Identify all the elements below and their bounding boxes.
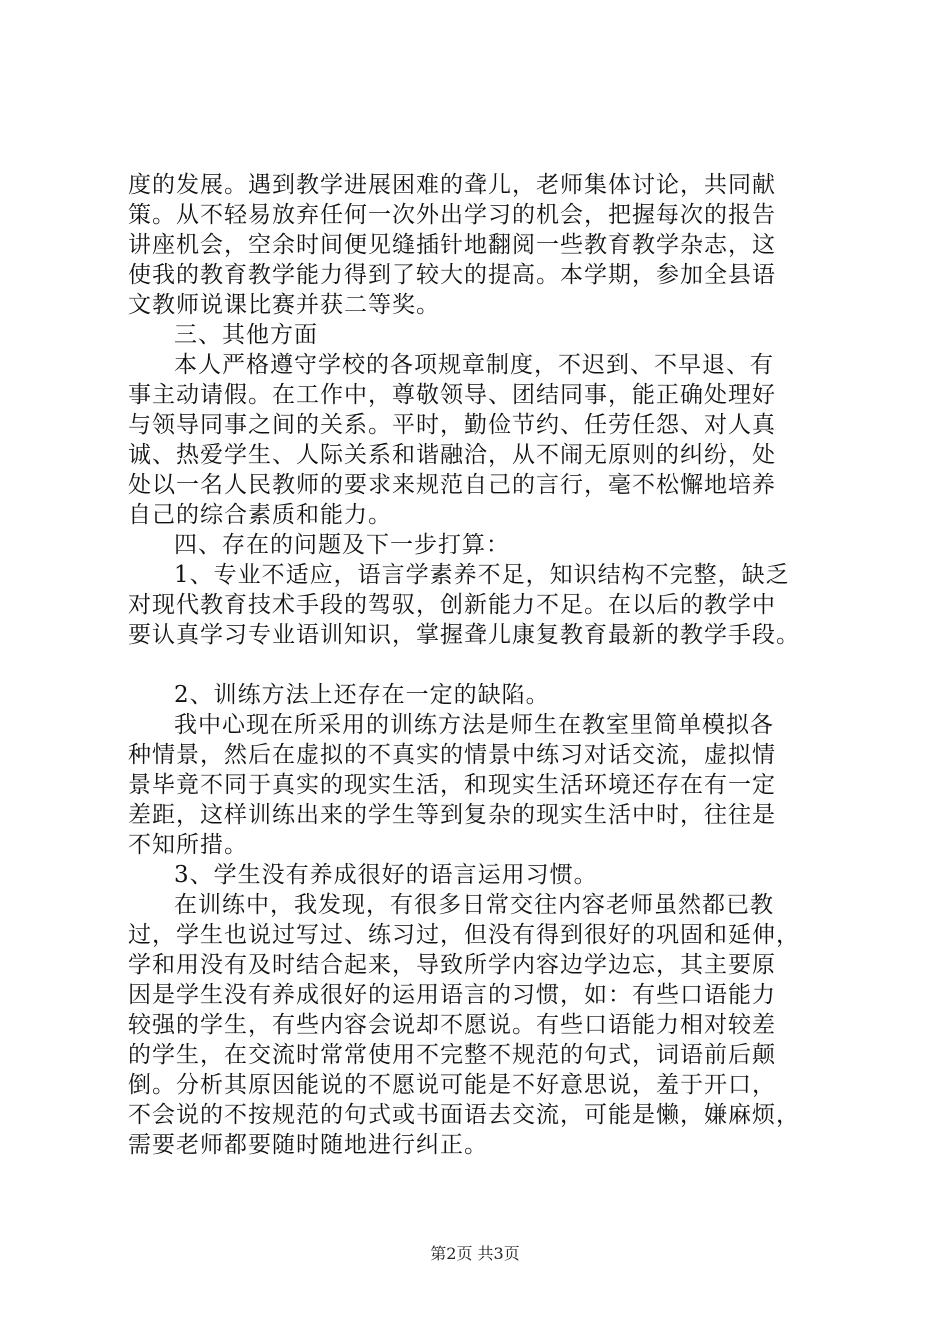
text-line: 文教师说课比赛并获二等奖。 xyxy=(128,292,440,318)
text-line: 度的发展。遇到教学进展困难的聋儿，老师集体讨论，共同献 xyxy=(128,172,776,198)
text-line: 的学生，在交流时常常使用不完整不规范的句式，词语前后颠 xyxy=(128,1042,776,1068)
text-line: 学和用没有及时结合起来，导致所学内容边学边忘，其主要原 xyxy=(128,952,776,978)
list-item-3: 3、学生没有养成很好的语言运用习惯。 xyxy=(174,862,598,888)
text-line: 较强的学生，有些内容会说却不愿说。有些口语能力相对较差 xyxy=(128,1012,776,1038)
text-line: 过，学生也说过写过、练习过，但没有得到很好的巩固和延伸， xyxy=(128,922,800,948)
page-number-footer: 第2页 共3页 xyxy=(430,1244,520,1263)
text-line: 景毕竟不同于真实的现实生活，和现实生活环境还存在有一定 xyxy=(128,772,776,798)
text-line: 讲座机会，空余时间便见缝插针地翻阅一些教育教学杂志，这 xyxy=(128,232,776,258)
text-line: 差距，这样训练出来的学生等到复杂的现实生活中时，往往是 xyxy=(128,802,776,828)
section-heading-problems: 四、存在的问题及下一步打算： xyxy=(174,532,510,558)
text-line: 自己的综合素质和能力。 xyxy=(128,502,392,528)
text-line: 需要老师都要随时随地进行纠正。 xyxy=(128,1132,488,1158)
document-body xyxy=(128,170,848,1160)
text-line: 诚、热爱学生、人际关系和谐融洽，从不闹无原则的纠纷，处 xyxy=(128,442,776,468)
text-line: 策。从不轻易放弃任何一次外出学习的机会，把握每次的报告 xyxy=(128,202,776,228)
list-item-1: 1、专业不适应，语言学素养不足，知识结构不完整，缺乏 xyxy=(174,562,790,588)
paragraph-start: 本人严格遵守学校的各项规章制度，不迟到、不早退、有 xyxy=(174,352,774,378)
text-line: 对现代教育技术手段的驾驭，创新能力不足。在以后的教学中 xyxy=(128,592,776,618)
text-line: 要认真学习专业语训知识，掌握聋儿康复教育最新的教学手段。 xyxy=(128,622,800,648)
list-item-2: 2、训练方法上还存在一定的缺陷。 xyxy=(174,682,550,708)
text-line: 不知所措。 xyxy=(128,832,248,858)
text-line: 与领导同事之间的关系。平时，勤俭节约、任劳任怨、对人真 xyxy=(128,412,776,438)
section-heading-other: 三、其他方面 xyxy=(174,322,318,348)
text-line: 倒。分析其原因能说的不愿说可能是不好意思说，羞于开口， xyxy=(128,1072,776,1098)
paragraph-start: 在训练中，我发现，有很多日常交往内容老师虽然都已教 xyxy=(174,892,774,918)
text-line: 因是学生没有养成很好的运用语言的习惯，如：有些口语能力 xyxy=(128,982,776,1008)
text-line: 事主动请假。在工作中，尊敬领导、团结同事，能正确处理好 xyxy=(128,382,776,408)
paragraph-start: 我中心现在所采用的训练方法是师生在教室里简单模拟各 xyxy=(174,712,774,738)
text-line: 处以一名人民教师的要求来规范自己的言行，毫不松懈地培养 xyxy=(128,472,776,498)
blank-line xyxy=(128,650,848,680)
text-line: 不会说的不按规范的句式或书面语去交流，可能是懒，嫌麻烦， xyxy=(128,1102,800,1128)
text-line: 使我的教育教学能力得到了较大的提高。本学期，参加全县语 xyxy=(128,262,776,288)
text-line: 种情景，然后在虚拟的不真实的情景中练习对话交流，虚拟情 xyxy=(128,742,776,768)
